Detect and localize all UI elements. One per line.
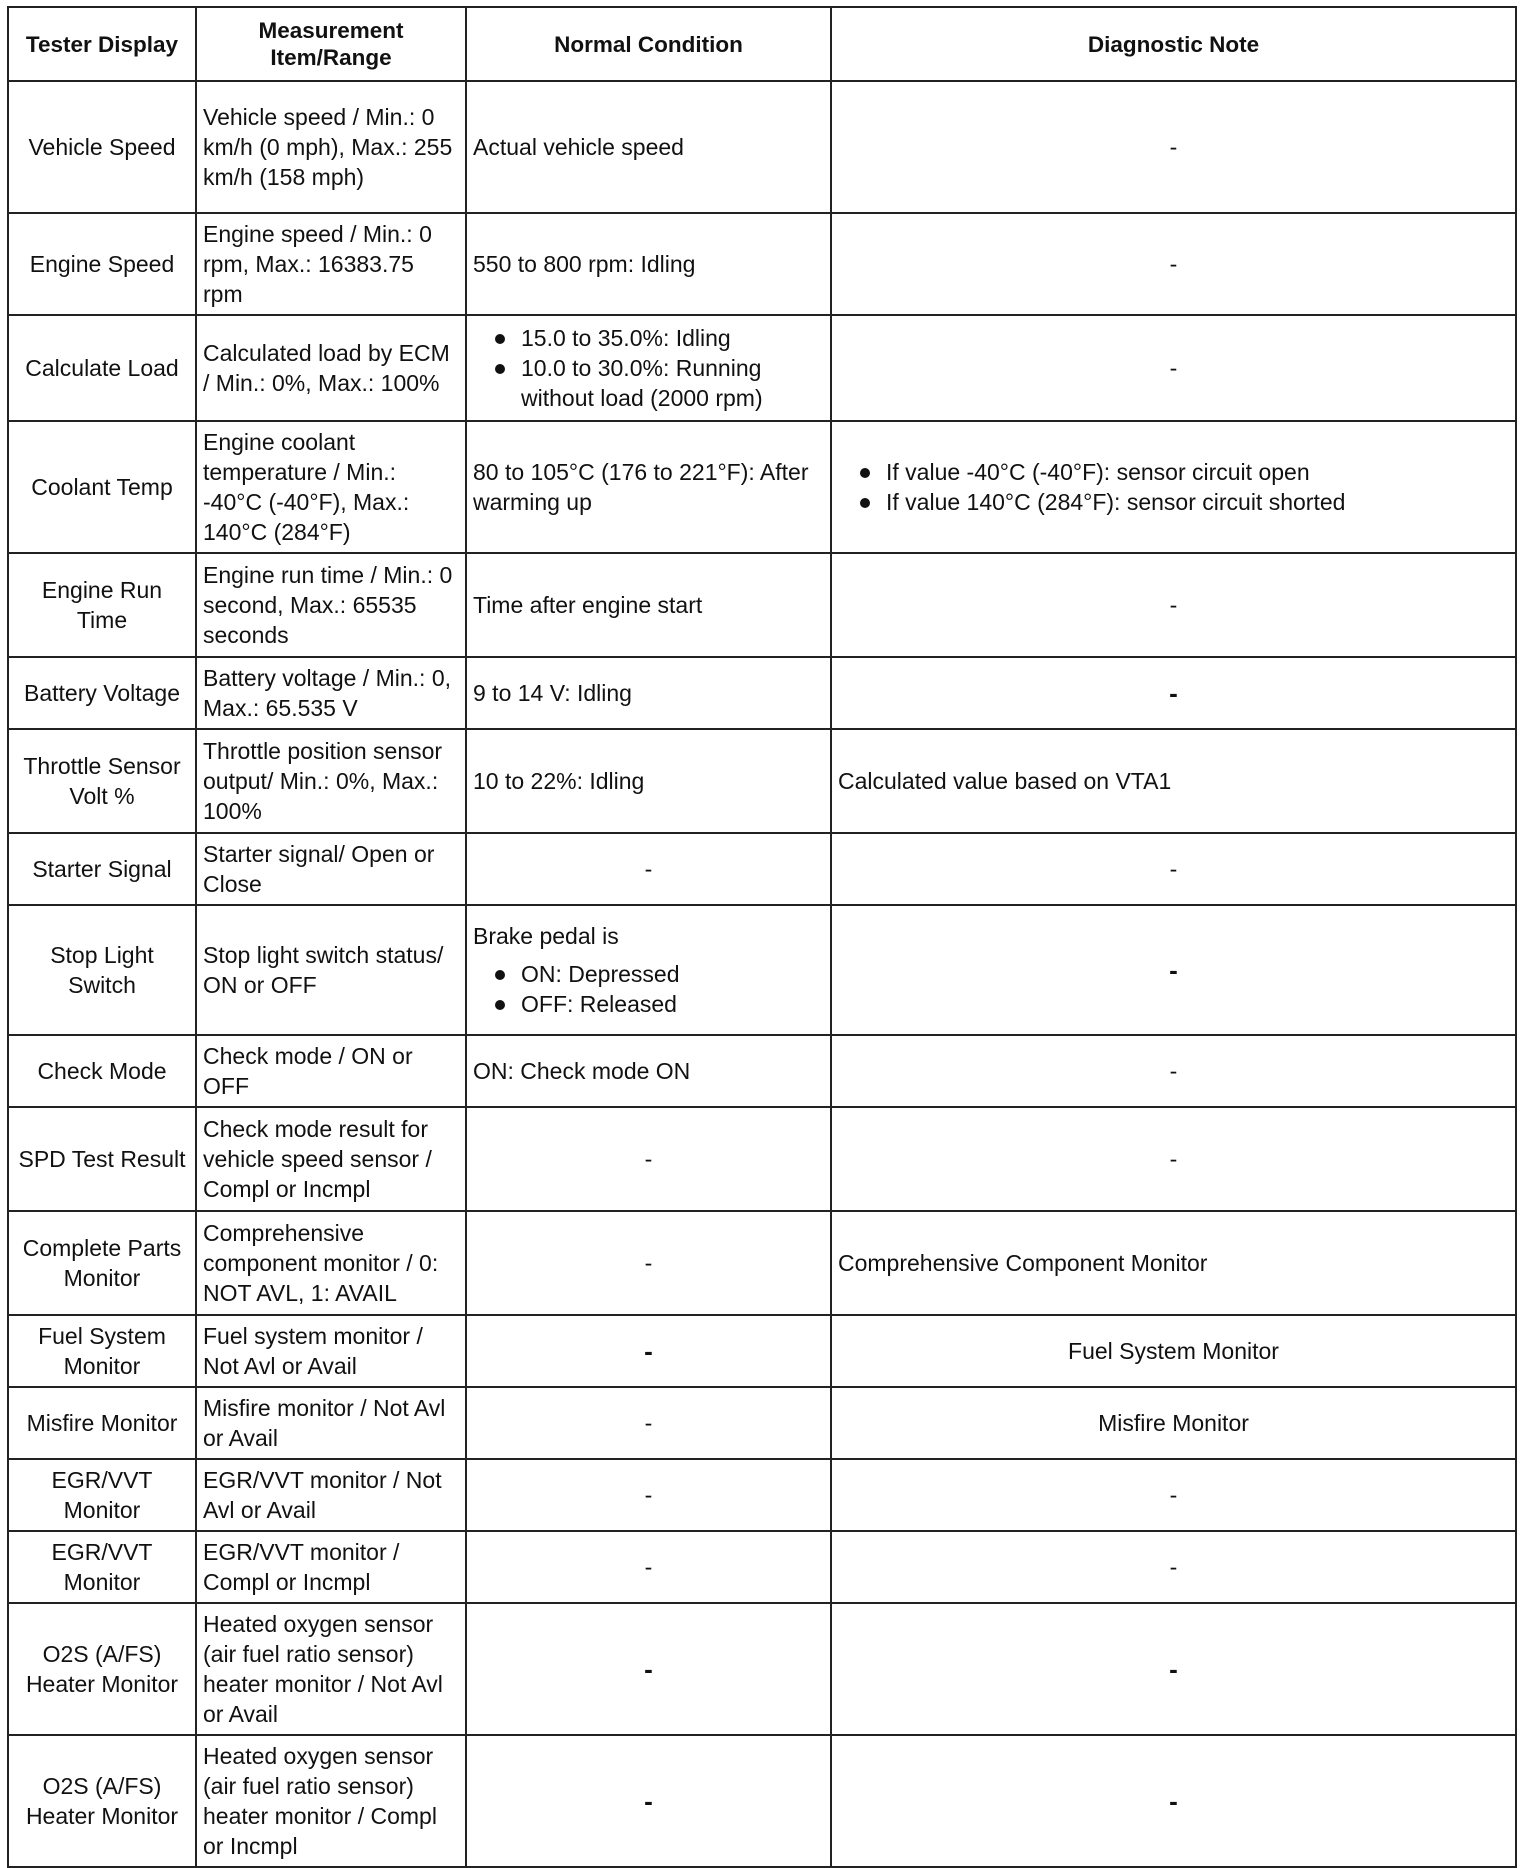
diagnostic-note-list (838, 457, 1509, 517)
normal-dash: - (644, 1785, 653, 1816)
cell-measurement-range: Stop light switch status/ ON or OFF (196, 905, 466, 1035)
cell-measurement-range: EGR/VVT monitor / Compl or Incmpl (196, 1531, 466, 1603)
cell-measurement-range: Check mode result for vehicle speed sensor / Compl or Incmpl (196, 1107, 466, 1211)
cell-measurement-range: Heated oxygen sensor (air fuel ratio sensor) heater monitor / Compl or Incmpl (196, 1735, 466, 1867)
bullet-icon (495, 970, 505, 980)
cell-diagnostic-note (831, 1531, 1516, 1603)
list-item (838, 487, 1509, 517)
list-item-text: 15.0 to 35.0%: Idling (521, 325, 731, 351)
normal-condition-list (473, 959, 824, 1019)
bullet-icon (495, 334, 505, 344)
header-measurement-item (196, 7, 466, 81)
note-dash: - (1169, 251, 1178, 277)
normal-dash: - (644, 1554, 653, 1580)
list-item-text: 10.0 to 30.0%: Running without load (2000 rpm) (521, 355, 763, 411)
note-dash: - (1169, 1146, 1178, 1172)
cell-normal-condition: 9 to 14 V: Idling (466, 657, 831, 729)
cell-diagnostic-note (831, 421, 1516, 553)
cell-tester-display: O2S (A/FS) Heater Monitor (8, 1735, 196, 1867)
cell-tester-display: EGR/VVT Monitor (8, 1459, 196, 1531)
cell-normal-condition (466, 1459, 831, 1531)
cell-measurement-range: Calculated load by ECM / Min.: 0%, Max.: 100% (196, 315, 466, 421)
table-row (8, 421, 1516, 553)
list-item (473, 989, 824, 1019)
cell-normal-condition: 10 to 22%: Idling (466, 729, 831, 833)
cell-tester-display: Throttle Sensor Volt % (8, 729, 196, 833)
note-dash: - (1169, 592, 1178, 618)
header-measurement-line1: Measurement (258, 18, 404, 43)
cell-measurement-range: Comprehensive component monitor / 0: NOT AVL, 1: AVAIL (196, 1211, 466, 1315)
list-item (473, 323, 824, 353)
cell-normal-condition: ON: Check mode ON (466, 1035, 831, 1107)
list-item (473, 353, 824, 413)
cell-diagnostic-note: Calculated value based on VTA1 (831, 729, 1516, 833)
table-row (8, 657, 1516, 729)
table-row (8, 1107, 1516, 1211)
cell-diagnostic-note (831, 1459, 1516, 1531)
cell-tester-display: SPD Test Result (8, 1107, 196, 1211)
normal-dash: - (644, 856, 653, 882)
cell-measurement-range: Starter signal/ Open or Close (196, 833, 466, 905)
list-item-text: If value 140°C (284°F): sensor circuit shorted (886, 489, 1346, 515)
cell-diagnostic-note: Comprehensive Component Monitor (831, 1211, 1516, 1315)
table-row (8, 833, 1516, 905)
cell-measurement-range: EGR/VVT monitor / Not Avl or Avail (196, 1459, 466, 1531)
cell-tester-display: Vehicle Speed (8, 81, 196, 213)
cell-measurement-range: Engine speed / Min.: 0 rpm, Max.: 16383.75 rpm (196, 213, 466, 315)
cell-diagnostic-note (831, 657, 1516, 729)
cell-normal-condition (466, 905, 831, 1035)
cell-measurement-range: Check mode / ON or OFF (196, 1035, 466, 1107)
bullet-icon (860, 468, 870, 478)
cell-tester-display: Starter Signal (8, 833, 196, 905)
cell-tester-display: Stop Light Switch (8, 905, 196, 1035)
cell-normal-condition (466, 315, 831, 421)
list-item-text: ON: Depressed (521, 961, 680, 987)
bullet-icon (860, 498, 870, 508)
cell-measurement-range: Heated oxygen sensor (air fuel ratio sensor) heater monitor / Not Avl or Avail (196, 1603, 466, 1735)
cell-diagnostic-note (831, 1107, 1516, 1211)
cell-tester-display: Engine Run Time (8, 553, 196, 657)
note-dash: - (1169, 134, 1178, 160)
note-dash: - (1169, 1785, 1178, 1816)
table-row (8, 1459, 1516, 1531)
cell-normal-condition (466, 833, 831, 905)
table-row (8, 553, 1516, 657)
list-item-text: OFF: Released (521, 991, 677, 1017)
table-row (8, 1387, 1516, 1459)
normal-dash: - (644, 1410, 653, 1436)
cell-diagnostic-note (831, 315, 1516, 421)
list-item-text: If value -40°C (-40°F): sensor circuit open (886, 459, 1310, 485)
cell-diagnostic-note (831, 1035, 1516, 1107)
normal-condition-list (473, 323, 824, 413)
cell-tester-display: Fuel System Monitor (8, 1315, 196, 1387)
cell-normal-condition (466, 1211, 831, 1315)
cell-tester-display: Battery Voltage (8, 657, 196, 729)
cell-normal-condition (466, 1603, 831, 1735)
cell-tester-display: Coolant Temp (8, 421, 196, 553)
cell-tester-display: Check Mode (8, 1035, 196, 1107)
table-row (8, 213, 1516, 315)
cell-diagnostic-note (831, 213, 1516, 315)
table-row (8, 1531, 1516, 1603)
table-row (8, 81, 1516, 213)
cell-diagnostic-note (831, 833, 1516, 905)
note-dash: - (1169, 355, 1178, 381)
table-row (8, 1603, 1516, 1735)
note-dash: - (1169, 856, 1178, 882)
cell-normal-condition: Time after engine start (466, 553, 831, 657)
normal-dash: - (644, 1146, 653, 1172)
cell-normal-condition (466, 1315, 831, 1387)
cell-diagnostic-note: Fuel System Monitor (831, 1315, 1516, 1387)
table-row (8, 1315, 1516, 1387)
table-row (8, 1035, 1516, 1107)
cell-normal-condition: 80 to 105°C (176 to 221°F): After warming up (466, 421, 831, 553)
table-row (8, 315, 1516, 421)
cell-normal-condition (466, 1735, 831, 1867)
table-row (8, 1735, 1516, 1867)
table-row (8, 1211, 1516, 1315)
header-diagnostic-note: Diagnostic Note (831, 7, 1516, 81)
cell-normal-condition (466, 1387, 831, 1459)
normal-dash: - (644, 1250, 653, 1276)
note-dash: - (1169, 677, 1178, 708)
cell-normal-condition: 550 to 800 rpm: Idling (466, 213, 831, 315)
cell-measurement-range: Battery voltage / Min.: 0, Max.: 65.535 V (196, 657, 466, 729)
normal-dash: - (644, 1482, 653, 1508)
cell-measurement-range: Fuel system monitor / Not Avl or Avail (196, 1315, 466, 1387)
cell-tester-display: Complete Parts Monitor (8, 1211, 196, 1315)
table-row (8, 729, 1516, 833)
cell-measurement-range: Vehicle speed / Min.: 0 km/h (0 mph), Max.: 255 km/h (158 mph) (196, 81, 466, 213)
cell-measurement-range: Throttle position sensor output/ Min.: 0%, Max.: 100% (196, 729, 466, 833)
cell-measurement-range: Engine run time / Min.: 0 second, Max.: 65535 seconds (196, 553, 466, 657)
data-list-table (7, 6, 1517, 1868)
table-row (8, 905, 1516, 1035)
cell-measurement-range: Engine coolant temperature / Min.: -40°C (-40°F), Max.: 140°C (284°F) (196, 421, 466, 553)
cell-normal-condition: Actual vehicle speed (466, 81, 831, 213)
cell-tester-display: O2S (A/FS) Heater Monitor (8, 1603, 196, 1735)
bullet-icon (495, 1000, 505, 1010)
cell-tester-display: Misfire Monitor (8, 1387, 196, 1459)
normal-dash: - (644, 1335, 653, 1366)
cell-tester-display: Engine Speed (8, 213, 196, 315)
cell-measurement-range: Misfire monitor / Not Avl or Avail (196, 1387, 466, 1459)
header-normal-condition: Normal Condition (466, 7, 831, 81)
bullet-icon (495, 364, 505, 374)
note-dash: - (1169, 1058, 1178, 1084)
cell-tester-display: Calculate Load (8, 315, 196, 421)
list-item (838, 457, 1509, 487)
cell-diagnostic-note (831, 905, 1516, 1035)
list-item (473, 959, 824, 989)
table-header-row (8, 7, 1516, 81)
note-dash: - (1169, 954, 1178, 985)
cell-diagnostic-note (831, 81, 1516, 213)
cell-diagnostic-note: Misfire Monitor (831, 1387, 1516, 1459)
cell-normal-condition (466, 1531, 831, 1603)
cell-diagnostic-note (831, 1735, 1516, 1867)
cell-normal-condition (466, 1107, 831, 1211)
cell-diagnostic-note (831, 553, 1516, 657)
cell-tester-display: EGR/VVT Monitor (8, 1531, 196, 1603)
normal-dash: - (644, 1653, 653, 1684)
normal-lead-text: Brake pedal is (473, 923, 619, 949)
cell-diagnostic-note (831, 1603, 1516, 1735)
note-dash: - (1169, 1653, 1178, 1684)
header-tester-display: Tester Display (8, 7, 196, 81)
header-measurement-line2: Item/Range (270, 45, 392, 70)
note-dash: - (1169, 1554, 1178, 1580)
note-dash: - (1169, 1482, 1178, 1508)
